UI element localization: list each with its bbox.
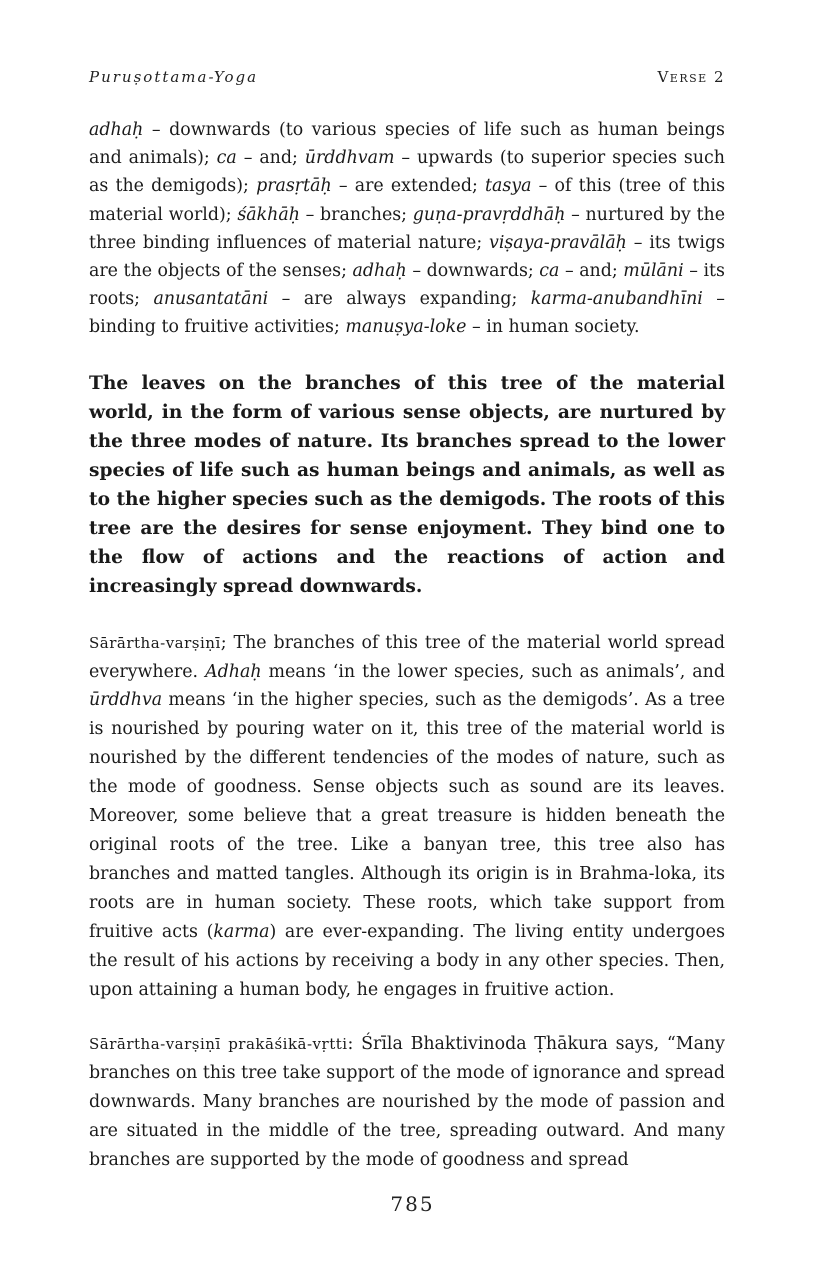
synonym-meaning: upwards (to superior species such as the demigods) [89, 148, 725, 197]
synonym-word: adhaḥ [89, 120, 144, 140]
prakasika-vrtti-commentary [89, 1030, 725, 1175]
sarartha-varsini-commentary [89, 629, 725, 1005]
synonym-word: anusantatāni [153, 289, 269, 310]
verse-translation: The leaves on the branches of this tree of the material world, in the form of various sense objects, are nurtured by the three modes of nature. Its branches spread to the lower species of life such as human beings and animals, as well as to the higher species such as the demigods. The roots of this tree are the desires for sense enjoyment. They bind one to the flow of actions and the reactions of action and increasingly spread downwards. [89, 372, 725, 597]
commentary-italic-term: ūrddhva [89, 690, 163, 711]
synonym-word: guṇa-pravṛddhāḥ [412, 204, 566, 225]
synonym-meaning: its roots [89, 261, 725, 310]
commentary-text: The branches of this tree of the material world spread everywhere. [89, 632, 725, 682]
synonym-meaning: nurtured by the three binding influences of material nature [89, 204, 725, 253]
commentary-heading: Sārārtha-varṣiṇī [89, 633, 221, 652]
commentary-heading-separator: ; [220, 632, 227, 653]
synonym-meaning: and [579, 261, 612, 282]
chapter-title: Puruṣottama-Yoga [89, 68, 259, 86]
synonym-meaning: branches [320, 204, 402, 225]
synonym-word: viṣaya-pravālāḥ [489, 232, 627, 253]
verse-label: Verse 2 [657, 68, 725, 86]
synonym-meaning: of this (tree of this material world) [89, 176, 726, 225]
commentary-text: means ‘in the higher species, such as the demigods’. As a tree is nourished by pouring water on it, this tree of the material world is nourished by the different tendencies of the modes of nature, such as the mode of goodness. Sense objects such as sound are its leaves. Moreover, some believe that a great treasure is hidden beneath the original roots of the tree. Like a banyan tree, this tree also has branches and matted tangles. Although its origin is in Brahma-loka, its roots are in human society. These roots, which take support from fruitive acts ( [89, 690, 725, 942]
synonym-word: karma-anubandhīni [530, 289, 703, 310]
synonym-word: manuṣya-loke [345, 317, 467, 338]
page-number: 785 [390, 1192, 435, 1216]
prakasika-heading: Sārārtha-varṣiṇī prakāśikā-vṛtti [89, 1035, 348, 1054]
synonym-meaning: its twigs are the objects of the senses [89, 232, 726, 282]
synonym-word: adhaḥ [352, 261, 407, 282]
synonym-meaning: binding to fruitive activities [89, 317, 334, 338]
synonym-meaning: are extended [354, 176, 472, 197]
synonym-word: ca [216, 148, 237, 169]
synonym-word: prasṛtāḥ [256, 176, 332, 197]
commentary-italic-term: karma [213, 921, 270, 942]
prakasika-heading-separator: : [347, 1034, 354, 1055]
synonym-meaning: and [259, 148, 293, 169]
prakasika-text: Śrīla Bhaktivinoda Ṭhākura says, “Many branches on this tree take support of the mode of ignorance and spread downwards. Many branches are nourished by the mode of passion and are situated in the middle of the tree, spreading outward. And many branches are supported by the mode of goodness and spread [89, 1034, 725, 1171]
synonym-word: ūrddhvam [304, 148, 395, 169]
synonym-meaning: are always expanding [303, 289, 512, 310]
word-for-word-synonyms: adhaḥ – downwards (to various species of life such as human beings and animals); ca – and; ūrddhvam – upwards (to superior species such as the demigods); prasṛtāḥ – are extended; tasya – of this (tree of this material world); śākhāḥ – branches; guṇa-pravṛddhāḥ – nurtured by the three binding influences of material nature; viṣaya-pravālāḥ – its twigs are the objects of the senses; adhaḥ – downwards; ca – and; mūlāni – its roots; anusantatāni – are always expanding; karma-anubandhīni – binding to fruitive activities; manuṣya-loke – in human society. [89, 120, 726, 338]
synonym-word: śākhāḥ [237, 204, 300, 225]
commentary-text: means ‘in the lower species, such as animals’, and [261, 661, 725, 682]
synonym-meaning: downwards (to various species of life such as human beings and animals) [89, 120, 725, 169]
synonym-word: ca [539, 261, 560, 282]
page-body [89, 116, 725, 1175]
commentary-text: ) are ever-expanding. The living entity undergoes the result of his actions by receiving a body in any other species. Then, upon attaining a human body, he engages in fruitive action. [89, 921, 725, 1000]
synonym-word: tasya [485, 176, 532, 197]
synonym-meaning: in human society. [486, 317, 640, 338]
synonym-word: mūlāni [623, 261, 684, 282]
commentary-italic-term: Adhaḥ [205, 661, 262, 682]
running-header [89, 68, 725, 92]
synonym-meaning: downwards [426, 261, 528, 282]
